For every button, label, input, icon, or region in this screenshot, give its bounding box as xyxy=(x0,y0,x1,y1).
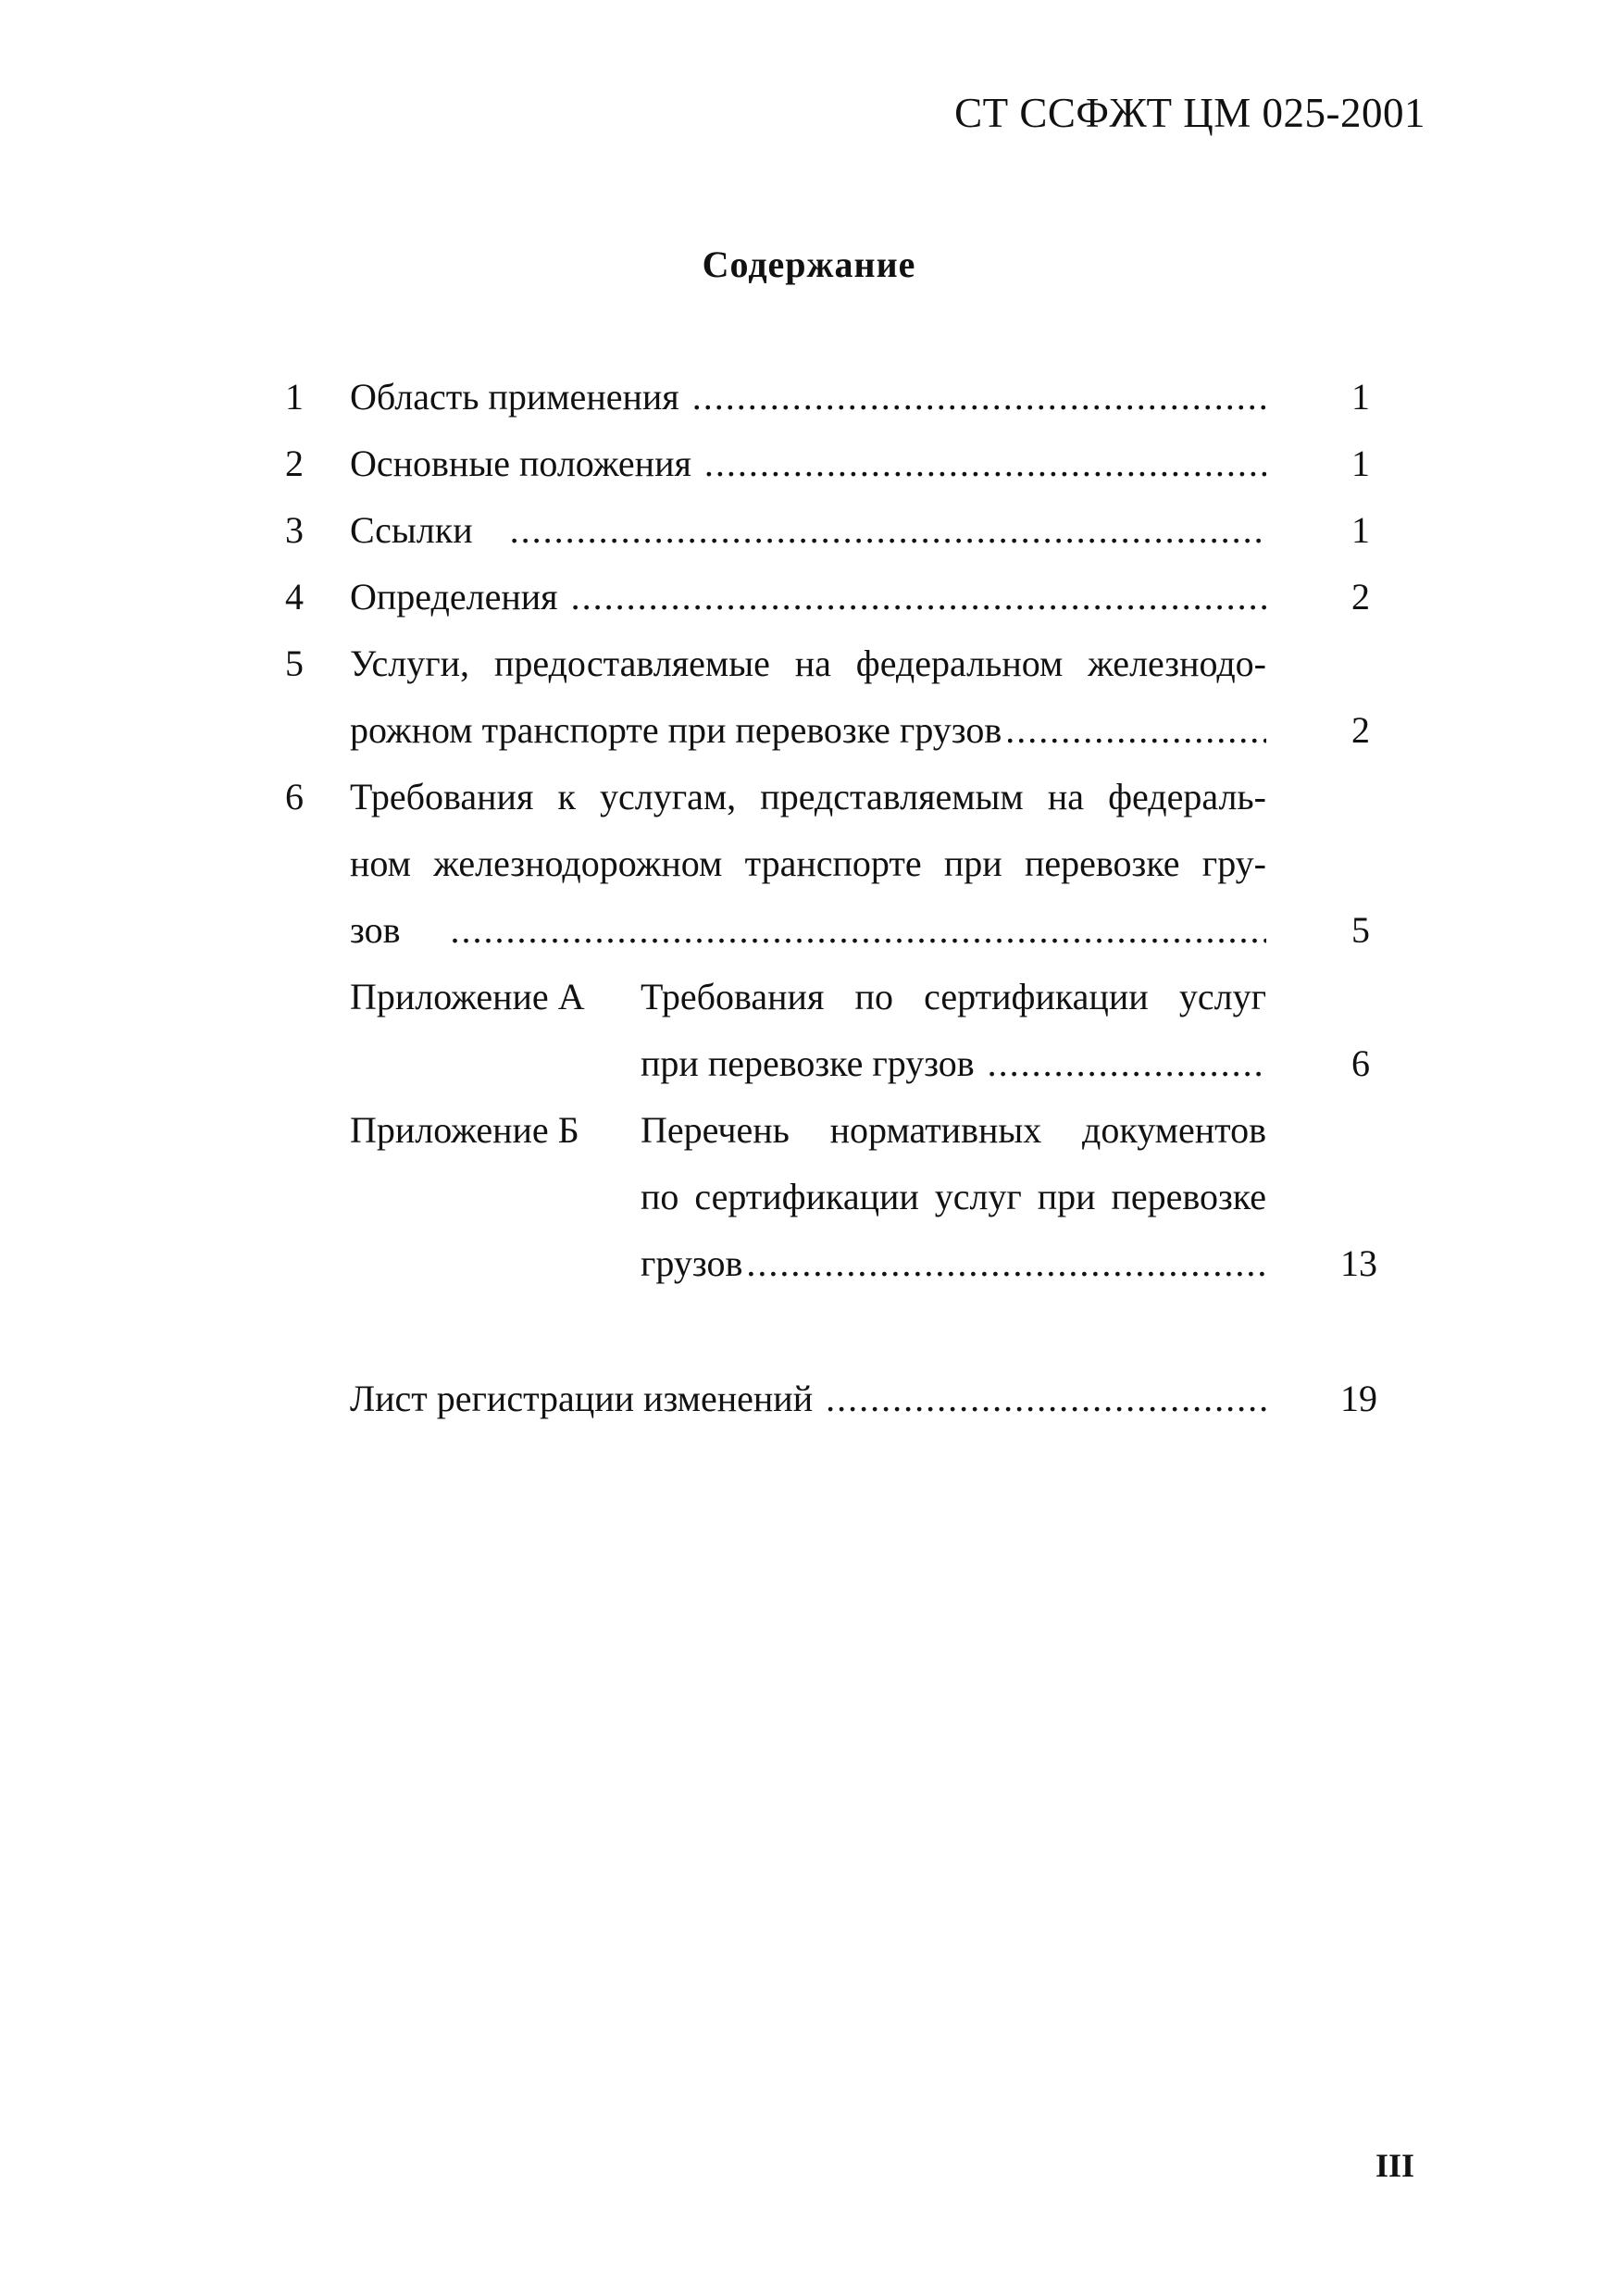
toc-entry-line: Услуги, предоставляемые на федеральном железнодо- xyxy=(350,643,1266,684)
appendix-page: 13 xyxy=(1340,1242,1377,1284)
toc-number: 4 xyxy=(285,576,304,618)
appendix-label: Приложение Б xyxy=(350,1109,579,1151)
leader-dots xyxy=(704,441,1266,487)
toc-number: 3 xyxy=(285,509,304,551)
appendix-line: Перечень нормативных документов xyxy=(641,1109,1266,1151)
toc-entry xyxy=(350,507,1266,554)
toc-page: 5 xyxy=(1351,909,1370,951)
page-number: III xyxy=(1375,2147,1414,2184)
appendix-entry xyxy=(641,1241,1266,1287)
toc-entry xyxy=(350,707,1266,754)
appendix-line: по сертификации услуг при перевозке xyxy=(641,1176,1266,1217)
toc-number: 1 xyxy=(285,376,304,418)
toc-entry-text: рожном транспорте при перевозке грузов xyxy=(350,709,1002,751)
leader-dots xyxy=(746,1241,1266,1287)
toc-entry xyxy=(350,907,1266,954)
toc-page: 1 xyxy=(1351,509,1370,551)
appendix-label: Приложение А xyxy=(350,976,585,1017)
appendix-line: Требования по сертификации услуг xyxy=(641,976,1266,1017)
leader-dots xyxy=(1005,707,1266,754)
toc-entry xyxy=(350,374,1266,420)
appendix-text: грузов xyxy=(641,1242,743,1284)
toc-entry-text: зов xyxy=(350,909,401,951)
toc-number: 2 xyxy=(285,443,304,484)
toc-number: 6 xyxy=(285,776,304,817)
toc-entry-line: ном железнодорожном транспорте при перевозке гру- xyxy=(350,842,1266,884)
leader-dots xyxy=(692,374,1266,420)
toc-number: 5 xyxy=(285,643,304,684)
registration-page: 19 xyxy=(1340,1378,1377,1419)
document-code: СТ ССФЖТ ЦМ 025-2001 xyxy=(954,90,1425,136)
toc-entry-text: Ссылки xyxy=(350,509,473,551)
toc-entry xyxy=(350,441,1266,487)
appendix-text: при перевозке грузов xyxy=(641,1042,975,1084)
leader-dots xyxy=(510,507,1266,554)
page-title: Содержание xyxy=(702,243,916,285)
leader-dots xyxy=(988,1041,1266,1087)
toc-entry-text: Область применения xyxy=(350,376,679,418)
registration-entry xyxy=(350,1376,1266,1422)
leader-dots xyxy=(571,574,1266,620)
leader-dots xyxy=(450,907,1266,954)
toc-entry-text: Определения xyxy=(350,576,558,618)
appendix-entry xyxy=(641,1041,1266,1087)
toc-page: 1 xyxy=(1351,443,1370,484)
leader-dots xyxy=(826,1376,1266,1422)
toc-page: 2 xyxy=(1351,709,1370,751)
registration-text: Лист регистрации изменений xyxy=(350,1378,814,1419)
toc-page: 2 xyxy=(1351,576,1370,618)
toc-page: 1 xyxy=(1351,376,1370,418)
toc-entry-line: Требования к услугам, представляемым на федераль- xyxy=(350,776,1266,817)
appendix-page: 6 xyxy=(1351,1042,1370,1084)
toc-entry-text: Основные положения xyxy=(350,443,691,484)
toc-entry xyxy=(350,574,1266,620)
